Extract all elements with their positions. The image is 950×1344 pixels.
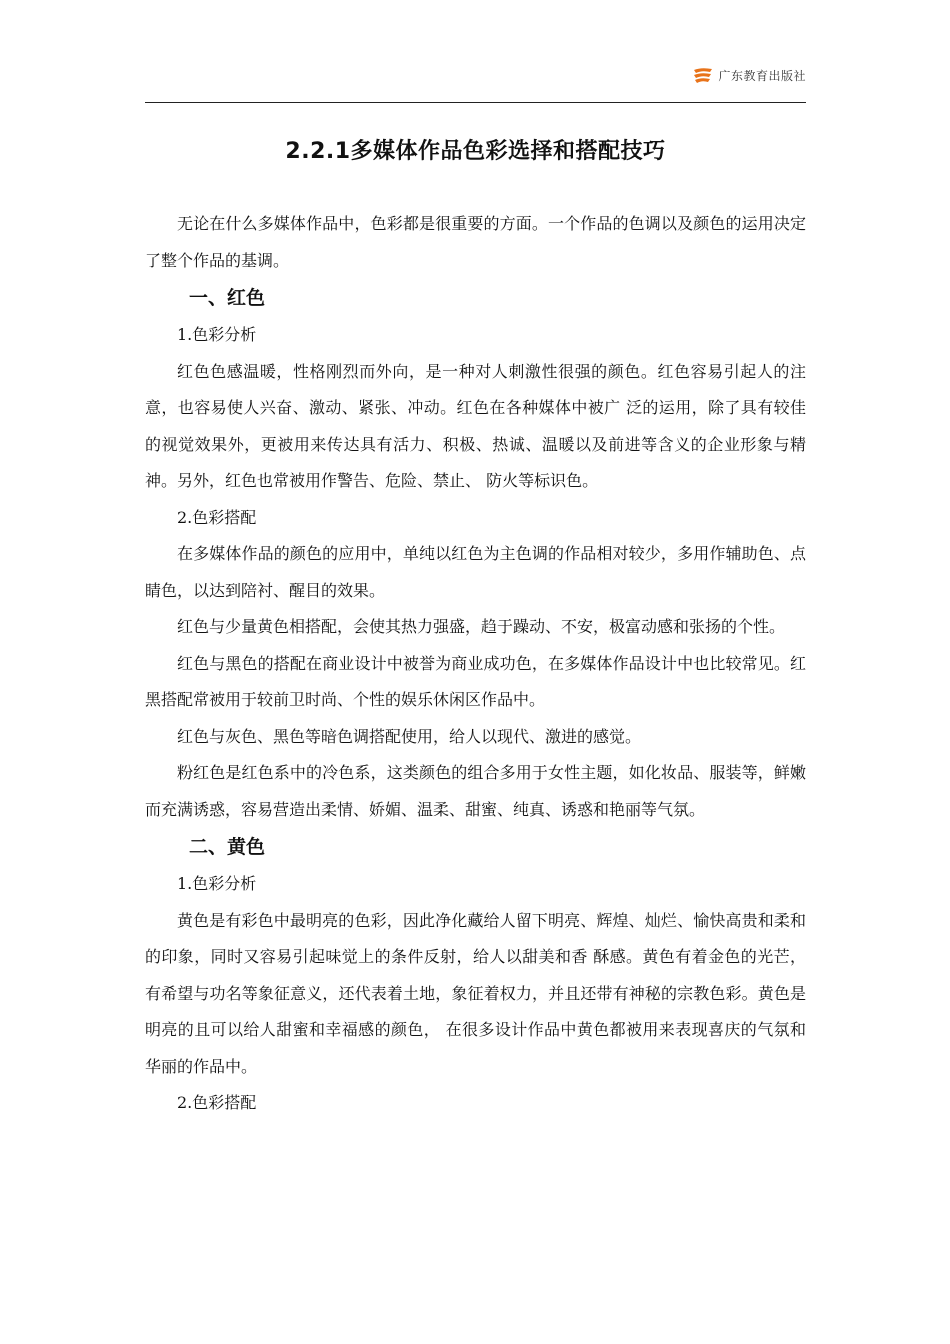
subheading-yellow-analysis: 1.色彩分析	[177, 874, 257, 893]
publisher-name: 广东教育出版社	[718, 68, 806, 83]
paragraph-red-matching-1: 在多媒体作品的颜色的应用中，单纯以红色为主色调的作品相对较少，多用作辅助色、点睛色，以达到陪衬、醒目的效果。	[145, 544, 806, 600]
paragraph-red-matching-4: 红色与灰色、黑色等暗色调搭配使用，给人以现代、激进的感觉。	[177, 726, 642, 746]
subheading-red-matching: 2.色彩搭配	[177, 507, 257, 527]
paragraph-yellow-analysis: 黄色是有彩色中最明亮的色彩，因此净化藏给人留下明亮、辉煌、灿烂、愉快高贵和柔和的印象，同时又容易引起味觉上的条件反射，给人以甜美和香 酥感。黄色有着金色的光芒，有希望与功名等象征意义，还代表着土地，象征着权力，并且还带有神秘的宗教色彩。黄色是明亮的且可以给人甜蜜和幸福感的颜色， 在很多设计作品中黄色都被用来表现喜庆的气氛和华丽的作品中。	[145, 910, 806, 1076]
subheading-red-analysis: 1.色彩分析	[177, 325, 257, 344]
publisher-logo-icon	[692, 66, 714, 84]
document-title: 2.2.1多媒体作品色彩选择和搭配技巧	[285, 139, 666, 164]
intro-paragraph: 无论在什么多媒体作品中，色彩都是很重要的方面。一个作品的色调以及颜色的运用决定了整个作品的基调。	[145, 214, 806, 270]
paragraph-red-analysis: 红色色感温暖，性格刚烈而外向，是一种对人刺激性很强的颜色。红色容易引起人的注意，也容易使人兴奋、激动、紧张、冲动。红色在各种媒体中被广 泛的运用，除了具有较佳的视觉效果外，更被用来传达具有活力、积极、热诚、温暖以及前进等含义的企业形象与精神。另外，红色也常被用作警告、危险、禁止、 防火等标识色。	[145, 361, 806, 490]
section-heading-red: 一、红色	[189, 287, 266, 309]
document-body	[145, 206, 806, 1122]
page-header	[145, 64, 806, 103]
paragraph-red-matching-2: 红色与少量黄色相搭配，会使其热力强盛，趋于躁动、不安，极富动感和张扬的个性。	[177, 617, 786, 636]
subheading-yellow-matching: 2.色彩搭配	[177, 1093, 257, 1112]
paragraph-red-matching-3: 红色与黑色的搭配在商业设计中被誉为商业成功色，在多媒体作品设计中也比较常见。红黑搭配常被用于较前卫时尚、个性的娱乐休闲区作品中。	[145, 653, 806, 709]
publisher-mark	[692, 66, 806, 84]
section-heading-yellow: 二、黄色	[189, 836, 266, 858]
paragraph-red-matching-5: 粉红色是红色系中的冷色系，这类颜色的组合多用于女性主题，如化妆品、服装等，鲜嫩而充满诱惑，容易营造出柔情、娇媚、温柔、甜蜜、纯真、诱惑和艳丽等气氛。	[145, 763, 806, 819]
